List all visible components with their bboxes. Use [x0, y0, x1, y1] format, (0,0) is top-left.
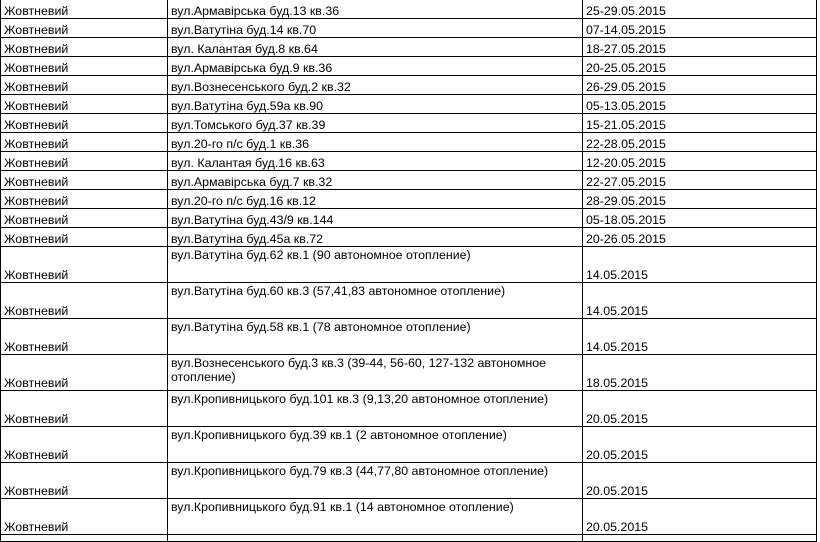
table-body [1, 0, 817, 542]
address-cell[interactable]: вул.Кропивницького буд.91 кв.1 (14 автономное отопление) [168, 499, 583, 535]
table-row [1, 38, 817, 57]
table-row [1, 57, 817, 76]
table-row [1, 355, 817, 391]
table-row-partial [1, 535, 817, 542]
district-cell[interactable]: Жовтневий [1, 391, 168, 427]
address-cell[interactable]: вул.Армавірська буд.13 кв.36 [168, 0, 583, 19]
date-cell[interactable]: 28-29.05.2015 [583, 190, 817, 209]
address-cell[interactable]: вул. Калантая буд.16 кв.63 [168, 152, 583, 171]
address-cell[interactable]: вул.Ватутіна буд.58 кв.1 (78 автономное отопление) [168, 319, 583, 355]
empty-cell[interactable] [168, 535, 583, 542]
date-cell[interactable]: 15-21.05.2015 [583, 114, 817, 133]
address-cell[interactable]: вул.Ватутіна буд.43/9 кв.144 [168, 209, 583, 228]
district-cell[interactable]: Жовтневий [1, 38, 168, 57]
table-row [1, 152, 817, 171]
empty-cell[interactable] [583, 535, 817, 542]
date-cell[interactable]: 20.05.2015 [583, 499, 817, 535]
address-cell[interactable]: вул.Ватутіна буд.59а кв.90 [168, 95, 583, 114]
address-cell[interactable]: вул.Ватутіна буд.60 кв.3 (57,41,83 автономное отопление) [168, 283, 583, 319]
date-cell[interactable]: 12-20.05.2015 [583, 152, 817, 171]
date-cell[interactable]: 14.05.2015 [583, 247, 817, 283]
date-cell[interactable]: 14.05.2015 [583, 283, 817, 319]
address-cell[interactable]: вул.Кропивницького буд.79 кв.3 (44,77,80 автономное отопление) [168, 463, 583, 499]
address-cell[interactable]: вул.Армавірська буд.7 кв.32 [168, 171, 583, 190]
district-cell[interactable]: Жовтневий [1, 247, 168, 283]
table-row [1, 391, 817, 427]
district-cell[interactable]: Жовтневий [1, 427, 168, 463]
date-cell[interactable]: 07-14.05.2015 [583, 19, 817, 38]
district-cell[interactable]: Жовтневий [1, 499, 168, 535]
date-cell[interactable]: 18.05.2015 [583, 355, 817, 391]
address-cell[interactable]: вул.20-го п/с буд.1 кв.36 [168, 133, 583, 152]
address-cell[interactable]: вул.20-го п/с буд.16 кв.12 [168, 190, 583, 209]
date-cell[interactable]: 26-29.05.2015 [583, 76, 817, 95]
district-cell[interactable]: Жовтневий [1, 152, 168, 171]
date-cell[interactable]: 20.05.2015 [583, 391, 817, 427]
district-cell[interactable]: Жовтневий [1, 114, 168, 133]
date-cell[interactable]: 20-25.05.2015 [583, 57, 817, 76]
district-cell[interactable]: Жовтневий [1, 76, 168, 95]
date-cell[interactable]: 18-27.05.2015 [583, 38, 817, 57]
table-row [1, 114, 817, 133]
empty-cell[interactable] [1, 535, 168, 542]
date-cell[interactable]: 25-29.05.2015 [583, 0, 817, 19]
date-cell[interactable]: 20.05.2015 [583, 463, 817, 499]
address-cell[interactable]: вул.Ватутіна буд.14 кв.70 [168, 19, 583, 38]
date-cell[interactable]: 22-27.05.2015 [583, 171, 817, 190]
address-cell[interactable]: вул.Кропивницького буд.39 кв.1 (2 автономное отопление) [168, 427, 583, 463]
district-cell[interactable]: Жовтневий [1, 95, 168, 114]
table-row [1, 427, 817, 463]
district-cell[interactable]: Жовтневий [1, 463, 168, 499]
date-cell[interactable]: 20-26.05.2015 [583, 228, 817, 247]
address-cell[interactable]: вул.Ватутіна буд.62 кв.1 (90 автономное отопление) [168, 247, 583, 283]
address-cell[interactable]: вул.Ватутіна буд.45а кв.72 [168, 228, 583, 247]
district-cell[interactable]: Жовтневий [1, 133, 168, 152]
table-row [1, 283, 817, 319]
address-cell[interactable]: вул.Армавірська буд.9 кв.36 [168, 57, 583, 76]
district-cell[interactable]: Жовтневий [1, 190, 168, 209]
date-cell[interactable]: 05-18.05.2015 [583, 209, 817, 228]
district-cell[interactable]: Жовтневий [1, 57, 168, 76]
address-cell[interactable]: вул. Калантая буд.8 кв.64 [168, 38, 583, 57]
table-row [1, 247, 817, 283]
district-cell[interactable]: Жовтневий [1, 319, 168, 355]
table-row [1, 319, 817, 355]
table-row [1, 133, 817, 152]
district-cell[interactable]: Жовтневий [1, 171, 168, 190]
district-cell[interactable]: Жовтневий [1, 228, 168, 247]
address-cell[interactable]: вул.Вознесенського буд.2 кв.32 [168, 76, 583, 95]
address-cell[interactable]: вул.Томського буд.37 кв.39 [168, 114, 583, 133]
table-row [1, 209, 817, 228]
date-cell[interactable]: 22-28.05.2015 [583, 133, 817, 152]
district-cell[interactable]: Жовтневий [1, 355, 168, 391]
address-cell[interactable]: вул.Вознесенського буд.3 кв.3 (39-44, 56-60, 127-132 автономное отопление) [168, 355, 583, 391]
district-cell[interactable]: Жовтневий [1, 19, 168, 38]
district-cell[interactable]: Жовтневий [1, 0, 168, 19]
table-row [1, 463, 817, 499]
district-cell[interactable]: Жовтневий [1, 209, 168, 228]
date-cell[interactable]: 05-13.05.2015 [583, 95, 817, 114]
table-row [1, 228, 817, 247]
table-row [1, 499, 817, 535]
table-row [1, 190, 817, 209]
table-row [1, 171, 817, 190]
table-row [1, 19, 817, 38]
date-cell[interactable]: 14.05.2015 [583, 319, 817, 355]
table-row [1, 0, 817, 19]
table-row [1, 95, 817, 114]
table-row [1, 76, 817, 95]
district-cell[interactable]: Жовтневий [1, 283, 168, 319]
date-cell[interactable]: 20.05.2015 [583, 427, 817, 463]
address-cell[interactable]: вул.Кропивницького буд.101 кв.3 (9,13,20 автономное отопление) [168, 391, 583, 427]
